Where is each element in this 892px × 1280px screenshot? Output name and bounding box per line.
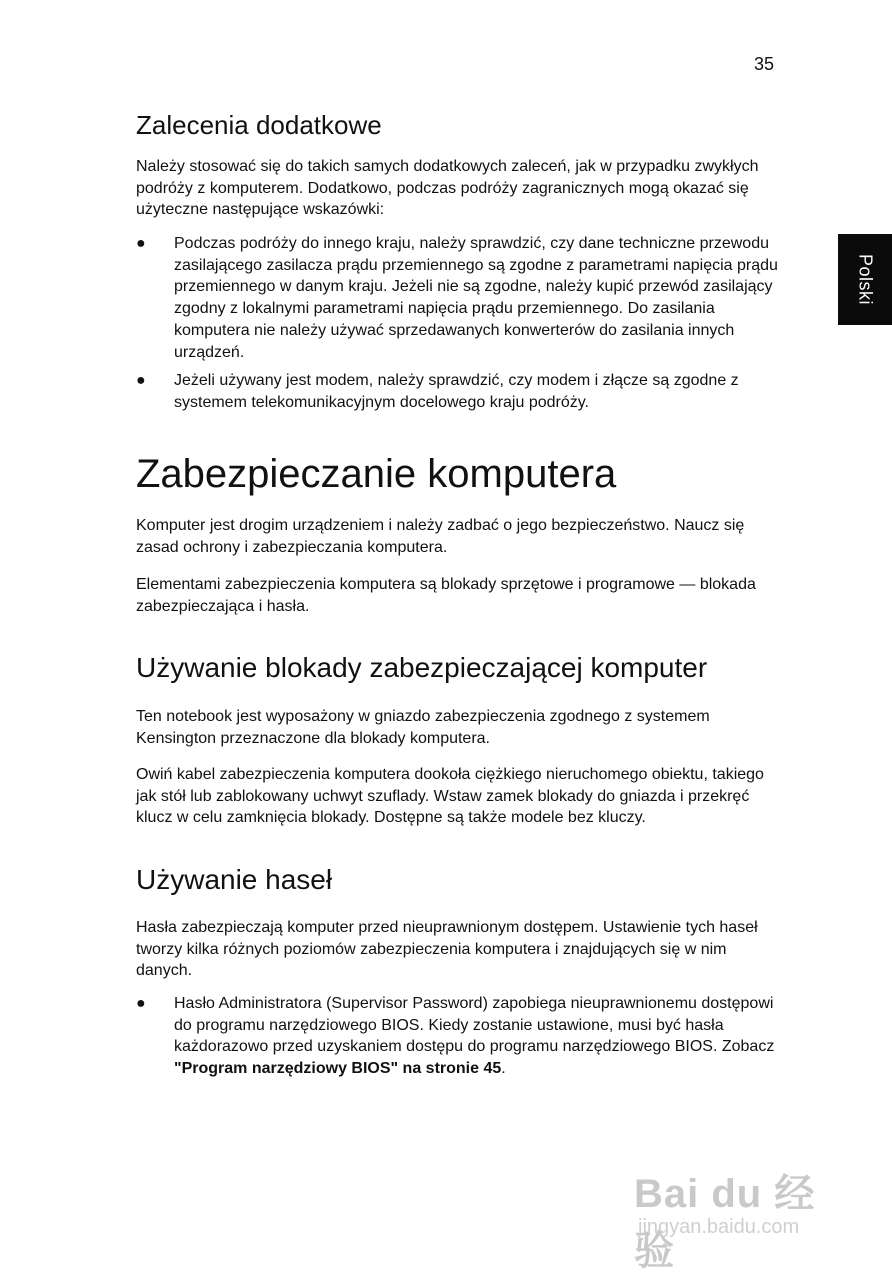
section-title-securing-computer: Zabezpieczanie komputera (136, 452, 617, 496)
list-item (136, 233, 778, 363)
list-item-end: . (501, 1060, 506, 1078)
list-item-text: Podczas podróży do innego kraju, należy sprawdzić, czy dane techniczne przewodu zasilającego zasilacza prądu przemiennego są zgodne z parametrami napięcia prądu przemiennego w danym kraju. Jeżeli nie są zgodne, należy kupić przewód zasilający zgodny z lokalnymi parametrami napięcia prądu przemiennego. Do zasilania komputera nie należy używać sprzedawanych konwerterów do zasilania innych urządzeń. (174, 235, 778, 361)
language-tab-label: Polski (855, 253, 876, 305)
list-item-text: Hasło Administratora (Supervisor Password) zapobiega nieuprawnionemu dostępowi do programu narzędziowego BIOS. Kiedy zostanie ustawione, musi być hasła każdorazowo przed uzyskaniem dostępu do programu narzędziowego BIOS. Zobacz (174, 995, 775, 1056)
baidu-watermark (634, 1148, 844, 1273)
bullet-icon: ● (136, 235, 146, 252)
section-title-additional-recommendations: Zalecenia dodatkowe (136, 110, 382, 140)
section2-paragraph-1: Komputer jest drogim urządzeniem i należy zadbać o jego bezpieczeństwo. Naucz się zasad ochrony i zabezpieczania komputera. (136, 517, 745, 556)
section2-paragraph-2: Elementami zabezpieczenia komputera są blokady sprzętowe i programowe — blokada zabezpieczająca i hasła. (136, 576, 756, 615)
section3-paragraph-1: Ten notebook jest wyposażony w gniazdo zabezpieczenia zgodnego z systemem Kensington przeznaczone dla blokady komputera. (136, 708, 710, 747)
baidu-url: jingyan.baidu.com (638, 1216, 800, 1238)
section4-paragraph-1: Hasła zabezpieczają komputer przed nieuprawnionym dostępem. Ustawienie tych haseł tworzy kilka różnych poziomów zabezpieczenia komputera i znajdujących się w nim danych. (136, 919, 758, 980)
language-tab (838, 234, 892, 325)
page-number: 35 (754, 54, 775, 74)
cross-reference-link: "Program narzędziowy BIOS" na stronie 45 (174, 1060, 502, 1078)
section1-intro: Należy stosować się do takich samych dodatkowych zaleceń, jak w przypadku zwykłych podróży z komputerem. Dodatkowo, podczas podróży zagranicznych mogą okazać się użyteczne następujące wskazówki: (136, 158, 759, 219)
bullet-icon: ● (136, 995, 146, 1012)
section3-paragraph-2: Owiń kabel zabezpieczenia komputera dookoła ciężkiego nieruchomego obiektu, takiego jak stół lub zablokowany uchwyt szuflady. Wstaw zamek blokady do gniazda i przekręć klucz w celu zamknięcia blokady. Dostępne są także modele bez kluczy. (136, 766, 764, 827)
section-title-passwords: Używanie haseł (136, 864, 333, 895)
section4-bullet-list (136, 993, 778, 1080)
section1-bullet-list (136, 233, 778, 414)
list-item (136, 993, 778, 1080)
bullet-icon: ● (136, 372, 146, 390)
baidu-logo: Bai du 经验 (634, 1172, 816, 1273)
list-item-text: Jeżeli używany jest modem, należy sprawdzić, czy modem i złącze są zgodne z systemem telekomunikacyjnym docelowego kraju podróży. (174, 372, 739, 411)
section-title-security-lock: Używanie blokady zabezpieczającej komputer (136, 652, 708, 683)
list-item (136, 370, 778, 413)
